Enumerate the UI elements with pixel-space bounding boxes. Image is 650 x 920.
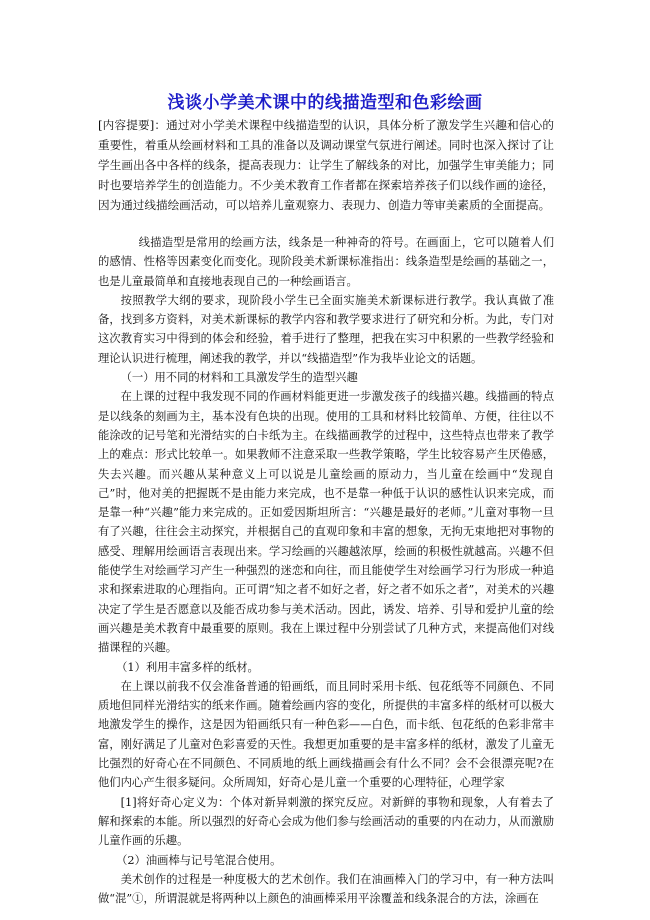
document-body [98,233,554,908]
body-paragraph: 美术创作的过程是一种度极大的艺术创作。我们在油画棒入门的学习中，有一种方法叫做“混”①，所谓混就是将两种以上颜色的油画棒采用平涂覆盖和线条混合的方法，涂画在 [98,872,554,906]
subsection-heading: （2）油画棒与记号笔混合使用。 [116,853,282,867]
body-paragraph: 在上课以前我不仅会准备普通的铅画纸，而且同时采用卡纸、包花纸等不同颜色、不同质地但同样光滑结实的纸来作画。随着绘画内容的变化，所提供的丰富多样的纸材可以极大地激发学生的操作，这是因为铅画纸只有一种色彩——白色，而卡纸、包花纸的色彩非常丰富，刚好满足了儿童对色彩喜爱的天性。我想更加重要的是丰富多样的纸材，激发了儿童无比强烈的好奇心在不同颜色、不同质地的纸上画线描画会有什么不同？会不会很漂亮呢?在他们内心产生很多疑问。众所周知，好奇心是儿童一个重要的心理特征，心理学家 [98,679,554,790]
body-paragraph: 按照教学大纲的要求，现阶段小学生已全面实施美术新课标进行教学。我认真做了准备，找到多方资料，对美术新课标的教学内容和教学要求进行了研究和分析。为此，专门对这次教育实习中得到的体会和经验，着手进行了整理，把我在实习中积累的一些教学经验和理论认识进行梳理，阐述我的教学，并以“线描造型”作为我毕业论文的话题。 [98,293,554,365]
section-heading: （一）用不同的材料和工具激发学生的造型兴趣 [120,371,358,385]
abstract-paragraph: [内容提要]：通过对小学美术课程中线描造型的认识，具体分析了激发学生兴趣和信心的重要性，着重从绘画材料和工具的准备以及调动课堂气氛进行阐述。同时也深入探讨了让学生画出各中各样的线条，提高表现力：让学生了解线条的对比，加强学生审美能力；同时也要培养学生的创造能力。不少美术教育工作者都在探索培养孩子们以线作画的途径，因为通过线描绘画活动，可以培养儿童观察力、表现力、创造力等审美素质的全面提高。 [98,118,554,212]
subsection-heading: （1）利用丰富多样的纸材。 [116,660,259,674]
document-title: 浅谈小学美术课中的线描造型和色彩绘画 [167,93,483,113]
body-paragraph: 在上课的过程中我发现不同的作画材料能更进一步激发孩子的线描兴趣。线描画的特点是以线条的刻画为主，基本没有色块的出现。使用的工具和材料比较简单、方便，往往以不能涂改的记号笔和光滑结实的白卡纸为主。在线描画教学的过程中，这些特点也带来了教学上的难点：形式比较单一。如果教师不注意采取一些教学策略，学生比较容易产生厌倦感，失去兴趣。而兴趣从某种意义上可以说是儿童绘画的原动力，当儿童在绘画中“发现自己”时，他对美的把握既不是由能力来完成，也不是靠一种低于认识的感性认识来完成，而是靠一种“兴趣”能力来完成的。正如爱因斯坦所言：“兴趣是最好的老师。”儿童对事物一旦有了兴趣，往往会主动探究，并根据自己的直观印象和丰富的想象，无拘无束地把对事物的感受、理解用绘画语言表现出来。学习绘画的兴趣越浓厚，绘画的积极性就越高。兴趣不但能使学生对绘画学习产生一种强烈的迷恋和向往，而且能使学生对绘画学习行为形成一种追求和探索进取的心理指向。正可谓“知之者不如好之者，好之者不如乐之者”，对美术的兴趣决定了学生是否愿意以及能否成功参与美术活动。因此，诱发、培养、引导和爱护儿童的绘画兴趣是美术教育中最重要的原则。我在上课过程中分别尝试了几种方式，来提高他们对线描课程的兴趣。 [98,390,554,655]
body-paragraph: 线描造型是常用的绘画方法，线条是一种神奇的符号。在画面上，它可以随着人们的感情、性格等因素变化而变化。现阶段美术新课标准指出：线条造型是绘画的基础之一，也是儿童最简单和直接地表现自己的一种绘画语言。 [98,236,554,288]
body-paragraph: [1]将好奇心定义为：个体对新异刺激的探究反应。对新鲜的事物和现象，人有着去了解和探索的本能。所以强烈的好奇心会成为他们参与绘画活动的重要的内在动力，从而激励儿童作画的乐趣。 [98,795,554,848]
